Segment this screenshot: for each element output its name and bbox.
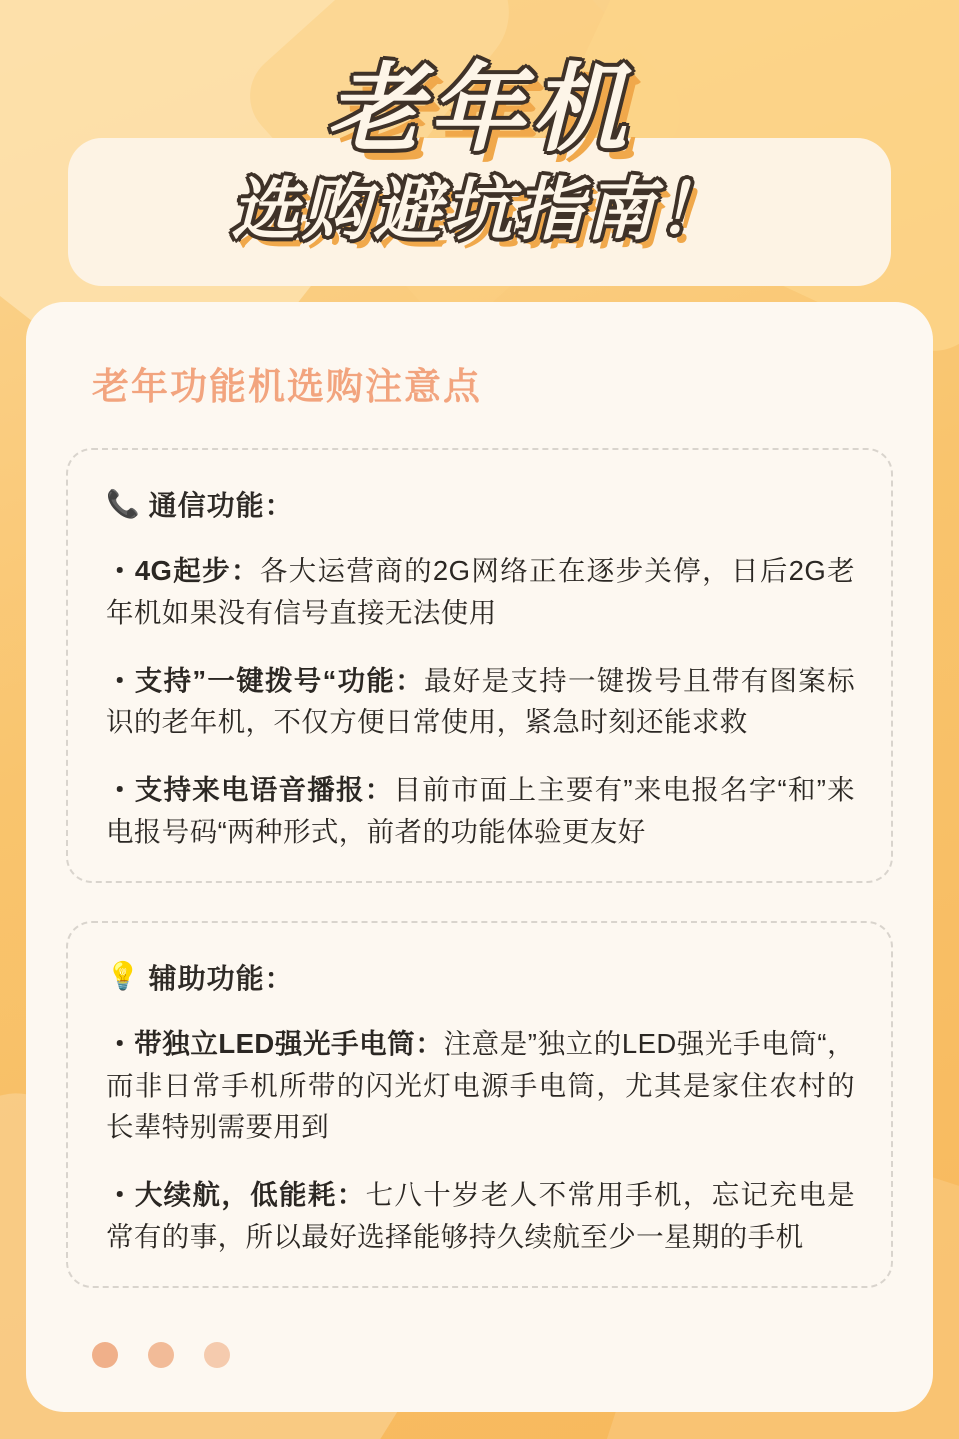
bullet-lead: ・大续航，低能耗： [106, 1179, 366, 1211]
list-item [106, 660, 855, 744]
telephone-receiver-icon: 📞 [106, 488, 141, 519]
title-main: 老年机 [326, 56, 633, 163]
section-heading-label: 辅助功能： [148, 962, 294, 994]
bullet-lead: ・4G起步： [106, 555, 260, 586]
page-indicator-dot-3 [204, 1342, 230, 1368]
list-item [106, 769, 855, 853]
bullet-lead: ・支持来电语音播报： [106, 774, 394, 806]
bullet-lead: ・支持”一键拨号“功能： [106, 664, 425, 696]
content-card [26, 302, 933, 1412]
bullet-lead: ・带独立LED强光手电筒： [106, 1027, 444, 1059]
light-bulb-icon: 💡 [106, 961, 141, 992]
section-heading [106, 957, 861, 997]
bullet-text: 注意是”独立的LED强光手电筒“，而非日常手机所带的闪光灯电源手电筒，尤其是家住农村的长辈特别需要用到 [106, 1027, 855, 1143]
section-heading [106, 484, 861, 524]
list-item [106, 1023, 855, 1148]
bullet-text: 各大运营商的2G网络正在逐步关停，日后2G老年机如果没有信号直接无法使用 [106, 555, 855, 628]
bullet-text: 目前市面上主要有”来电报名字“和”来电报号码“两种形式，前者的功能体验更友好 [106, 774, 856, 847]
list-item [106, 550, 855, 634]
card-title: 老年功能机选购注意点 [92, 366, 482, 407]
section-heading-label: 通信功能： [148, 490, 294, 521]
page-indicator [92, 1342, 230, 1368]
section-auxiliary-features [66, 921, 893, 1288]
title-subtitle: 选购避坑指南！ [230, 172, 728, 248]
section-communication-features [66, 448, 893, 883]
poster-header [0, 0, 959, 290]
bullet-text: 七八十岁老人不常用手机，忘记充电是常有的事，所以最好选择能够持久续航至少一星期的手机 [106, 1179, 855, 1252]
bullet-text: 最好是支持一键拨号且带有图案标识的老年机，不仅方便日常使用，紧急时刻还能求救 [106, 664, 855, 738]
page-indicator-dot-2 [148, 1342, 174, 1368]
page-indicator-dot-1 [92, 1342, 118, 1368]
list-item [106, 1174, 855, 1258]
